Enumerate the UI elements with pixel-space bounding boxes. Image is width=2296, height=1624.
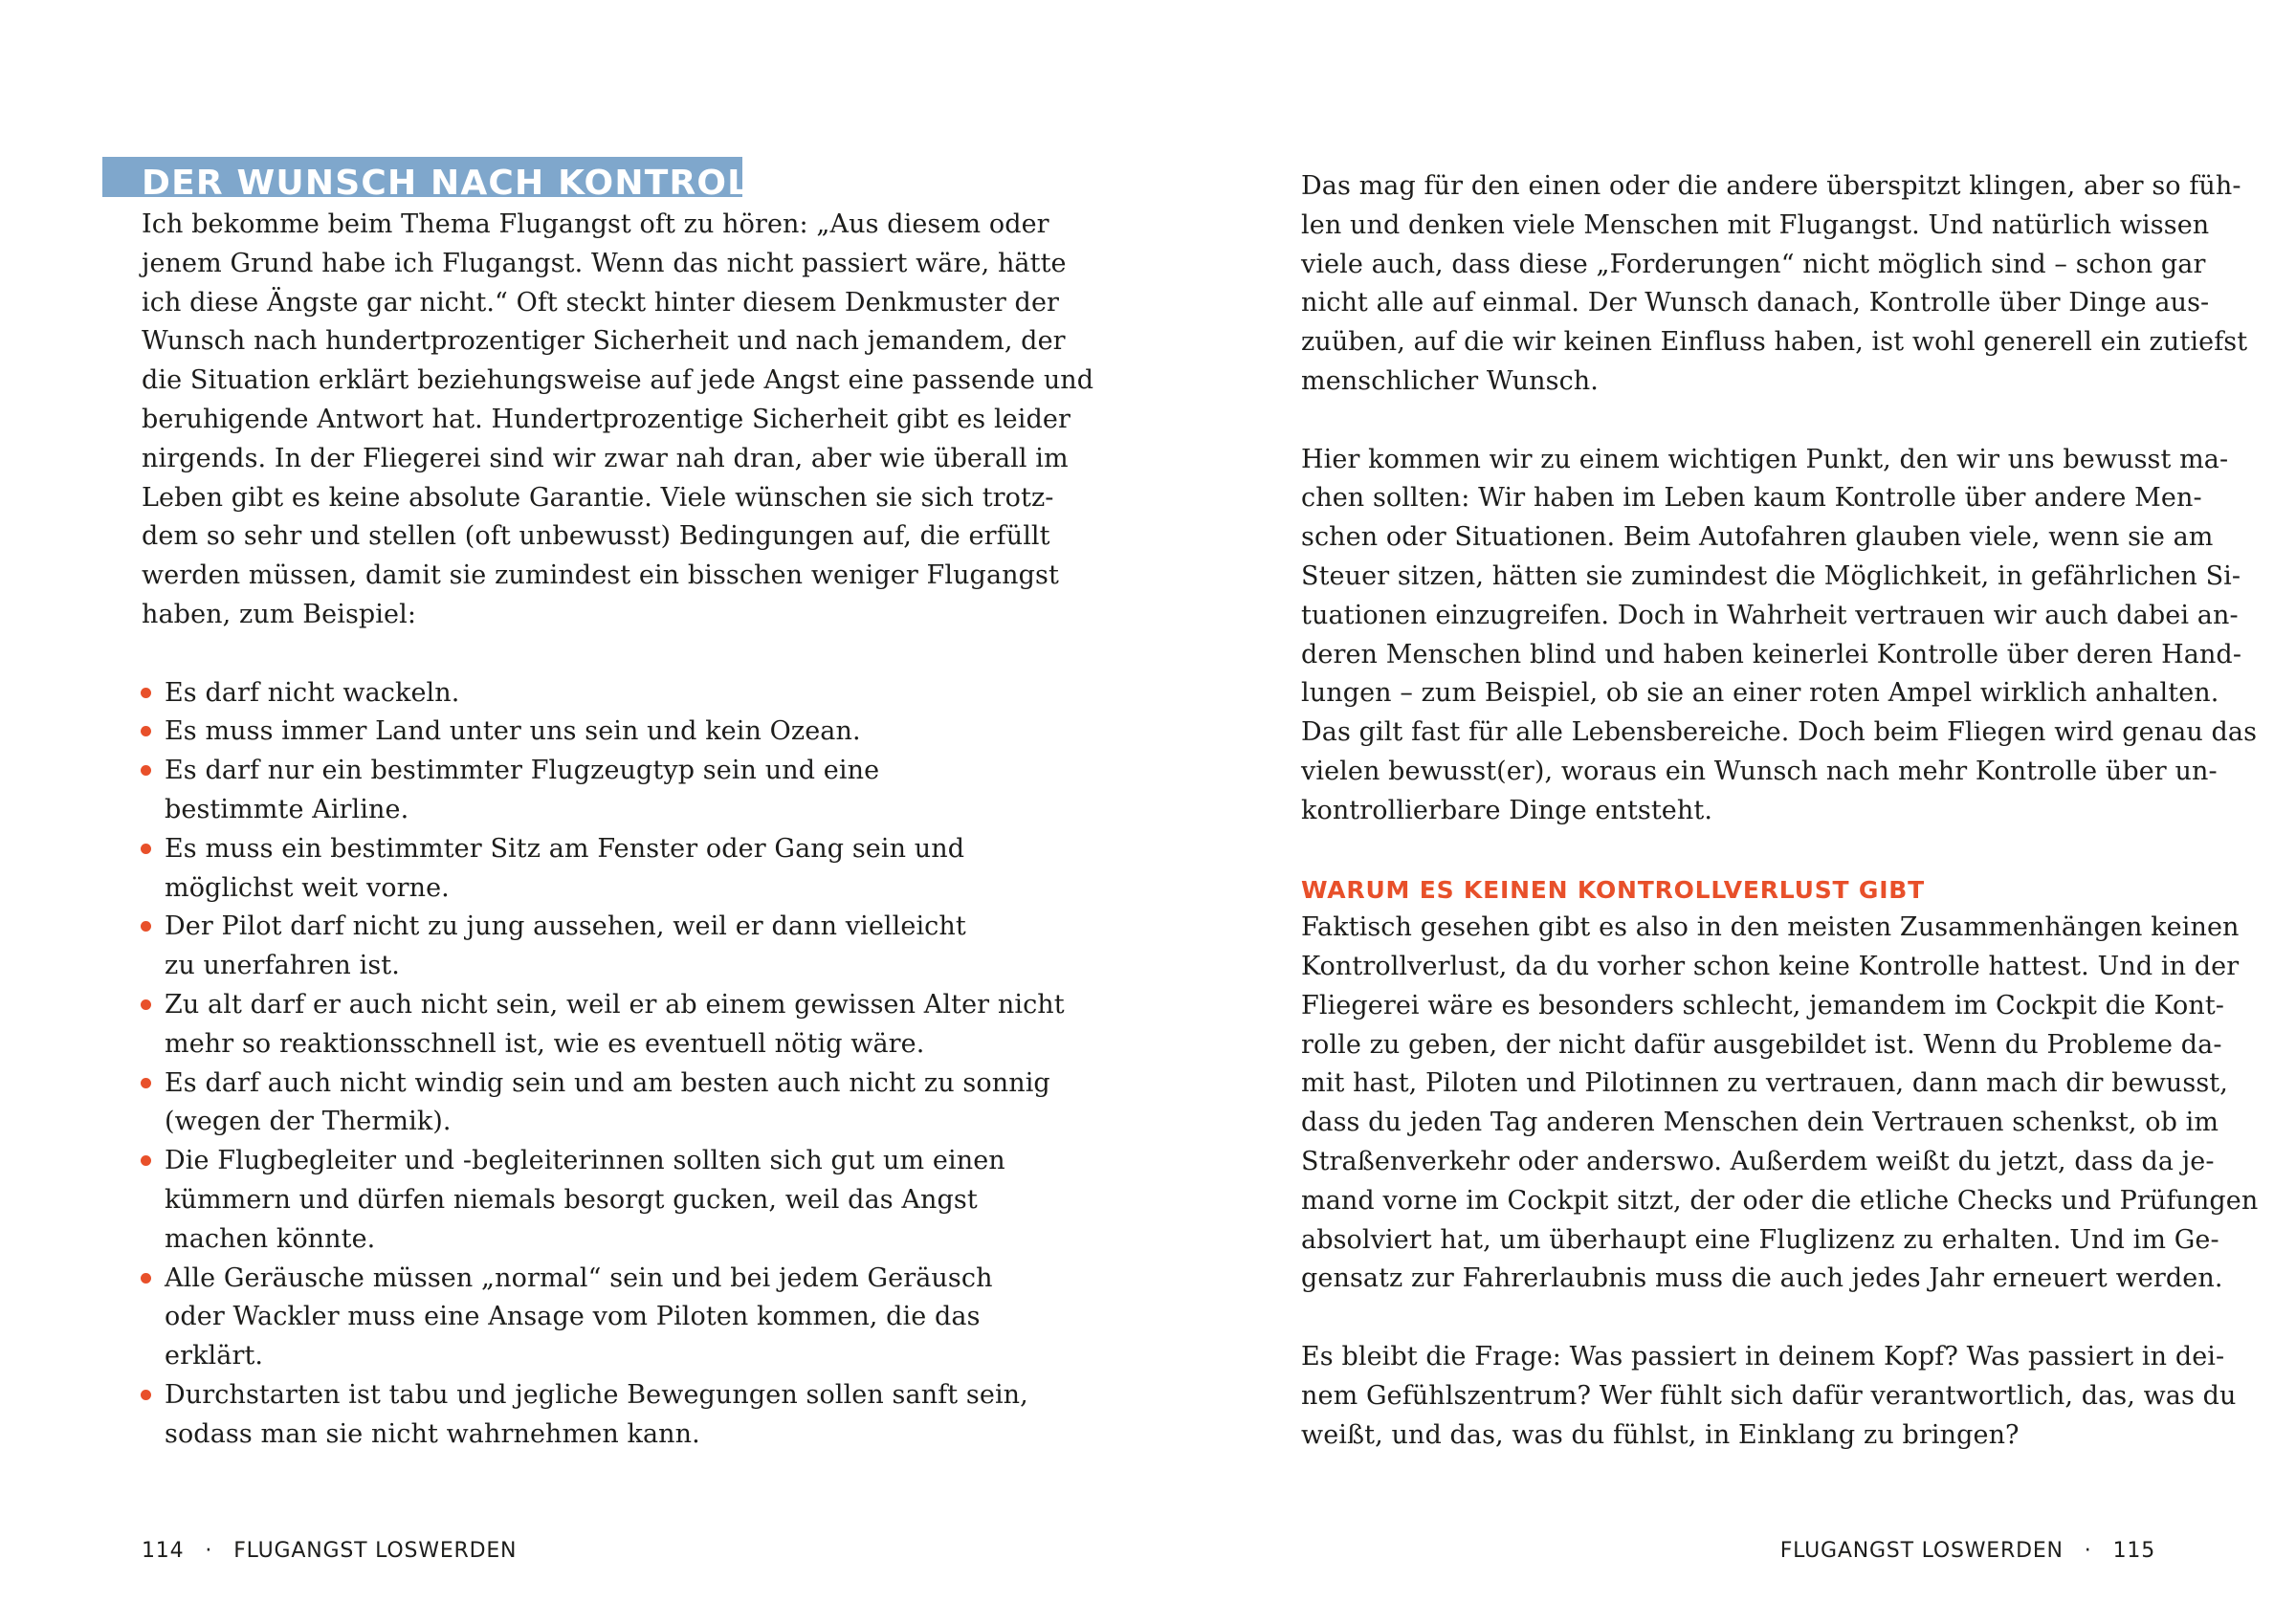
list-item-line: mehr so reaktionsschnell ist, wie es eventuell nötig wäre. xyxy=(165,1028,925,1059)
list-item xyxy=(165,1376,1031,1455)
text-line: weißt, und das, was du fühlst, in Einklang zu bringen? xyxy=(1301,1419,2020,1450)
text-line: Kontrollverlust, da du vorher schon keine Kontrolle hattest. Und in der xyxy=(1301,951,2240,981)
paragraph-4 xyxy=(1301,1338,2237,1455)
paragraph-gap xyxy=(142,635,1031,674)
bullet-icon xyxy=(141,688,151,698)
list-item-line: erklärt. xyxy=(165,1341,264,1372)
text-line: Wunsch nach hundertprozentiger Sicherheit und nach jemandem, der xyxy=(142,326,1066,357)
list-item-line: bestimmte Airline. xyxy=(165,794,409,824)
text-line: viele auch, dass diese „Forderungen“ nicht möglich sind – schon gar xyxy=(1301,249,2206,279)
text-line: nicht alle auf einmal. Der Wunsch danach, Kontrolle über Dinge aus- xyxy=(1301,288,2210,318)
text-line: Hier kommen wir zu einem wichtigen Punkt, den wir uns bewusst ma- xyxy=(1301,444,2229,474)
list-item-line: Es darf auch nicht windig sein und am besten auch nicht zu sonnig xyxy=(165,1067,1050,1098)
list-item-line: möglichst weit vorne. xyxy=(165,872,450,903)
list-item-line: oder Wackler muss eine Ansage vom Piloten kommen, die das xyxy=(165,1302,981,1332)
text-line: Das gilt fast für alle Lebensbereiche. Doch beim Fliegen wird genau das xyxy=(1301,717,2258,748)
text-line: Steuer sitzen, hätten sie zumindest die Möglichkeit, in gefährlichen Si- xyxy=(1301,560,2241,591)
text-line: chen sollten: Wir haben im Leben kaum Kontrolle über andere Men- xyxy=(1301,483,2202,514)
text-line: Es bleibt die Frage: Was passiert in deinem Kopf? Was passiert in dei- xyxy=(1301,1341,2225,1372)
text-line: nem Gefühlszentrum? Wer fühlt sich dafür verantwortlich, das, was du xyxy=(1301,1380,2237,1411)
bullet-icon xyxy=(141,1390,151,1400)
list-item xyxy=(165,1260,1031,1376)
text-line: menschlicher Wunsch. xyxy=(1301,365,1599,396)
list-item xyxy=(165,1064,1050,1143)
intro-paragraph xyxy=(142,206,1094,635)
paragraph-gap xyxy=(1301,831,2191,870)
footer-left xyxy=(142,1538,517,1565)
list-item xyxy=(165,752,1031,830)
list-item xyxy=(165,674,1031,713)
text-line: beruhigende Antwort hat. Hundertprozentige Sicherheit gibt es leider xyxy=(142,404,1071,434)
list-item xyxy=(165,986,1065,1064)
section-heading: DER WUNSCH NACH KONTROLLE xyxy=(142,164,799,203)
text-line: mand vorne im Cockpit sitzt, der oder die etliche Checks und Prüfungen xyxy=(1301,1185,2259,1216)
bullet-icon xyxy=(141,844,151,854)
running-title: FLUGANGST LOSWERDEN xyxy=(1779,1539,2064,1563)
text-line: len und denken viele Menschen mit Flugangst. Und natürlich wissen xyxy=(1301,209,2210,240)
running-title: FLUGANGST LOSWERDEN xyxy=(233,1539,518,1563)
subheading: WARUM ES KEINEN KONTROLLVERLUST GIBT xyxy=(1301,876,1926,905)
footer-separator: · xyxy=(205,1539,213,1563)
paragraph-gap xyxy=(1301,1299,2191,1338)
list-item-line: sodass man sie nicht wahrnehmen kann. xyxy=(165,1418,700,1449)
text-line: kontrollierbare Dinge entsteht. xyxy=(1301,795,1712,825)
list-item-line: Durchstarten ist tabu und jegliche Bewegungen sollen sanft sein, xyxy=(165,1379,1028,1410)
list-item xyxy=(165,830,1031,909)
bullet-icon xyxy=(141,921,151,932)
list-item-line: Es darf nicht wackeln. xyxy=(165,677,460,708)
text-line: dem so sehr und stellen (oft unbewusst) Bedingungen auf, die erfüllt xyxy=(142,521,1050,552)
list-item-line: kümmern und dürfen niemals besorgt gucken, weil das Angst xyxy=(165,1184,978,1215)
text-line: die Situation erklärt beziehungsweise auf jede Angst eine passende und xyxy=(142,365,1094,396)
paragraph-3 xyxy=(1301,909,2259,1299)
text-line: absolviert hat, um überhaupt eine Fluglizenz zu erhalten. Und im Ge- xyxy=(1301,1224,2219,1255)
list-item-line: zu unerfahren ist. xyxy=(165,951,400,981)
bullet-icon xyxy=(141,1155,151,1166)
text-line: Fliegerei wäre es besonders schlecht, jemandem im Cockpit die Kont- xyxy=(1301,990,2225,1020)
footer-right xyxy=(1780,1538,2155,1565)
text-line: Ich bekomme beim Thema Flugangst oft zu hören: „Aus diesem oder xyxy=(142,209,1049,239)
bullet-icon xyxy=(141,1078,151,1088)
text-line: ich diese Ängste gar nicht.“ Oft steckt hinter diesem Denkmuster der xyxy=(142,287,1060,318)
right-page xyxy=(1148,0,2296,1624)
text-line: Straßenverkehr oder anderswo. Außerdem weißt du jetzt, dass da je- xyxy=(1301,1146,2215,1176)
text-line: nirgends. In der Fliegerei sind wir zwar nah dran, aber wie überall im xyxy=(142,443,1069,473)
text-line: Faktisch gesehen gibt es also in den meisten Zusammenhängen keinen xyxy=(1301,912,2240,943)
list-item xyxy=(165,1142,1031,1259)
list-item-line: Alle Geräusche müssen „normal“ sein und bei jedem Geräusch xyxy=(165,1262,993,1293)
text-line: jenem Grund habe ich Flugangst. Wenn das nicht passiert wäre, hätte xyxy=(142,248,1067,278)
bullet-icon xyxy=(141,765,151,776)
text-line: deren Menschen blind und haben keinerlei Kontrolle über deren Hand- xyxy=(1301,639,2242,669)
list-item-line: Der Pilot darf nicht zu jung aussehen, weil er dann vielleicht xyxy=(165,911,966,942)
text-line: haben, zum Beispiel: xyxy=(142,599,417,629)
text-line: gensatz zur Fahrerlaubnis muss die auch jedes Jahr erneuert werden. xyxy=(1301,1263,2223,1294)
list-item-line: Es muss ein bestimmter Sitz am Fenster oder Gang sein und xyxy=(165,833,965,864)
page-number: 115 xyxy=(2112,1539,2155,1563)
list-item xyxy=(165,908,1031,986)
list-item-line: Zu alt darf er auch nicht sein, weil er ab einem gewissen Alter nicht xyxy=(165,989,1065,1020)
footer-separator: · xyxy=(2084,1539,2092,1563)
text-line: tuationen einzugreifen. Doch in Wahrheit vertrauen wir auch dabei an- xyxy=(1301,600,2239,630)
list-item xyxy=(165,713,1031,752)
paragraph-gap xyxy=(1301,402,2191,441)
text-line: vielen bewusst(er), woraus ein Wunsch nach mehr Kontrolle über un- xyxy=(1301,756,2218,786)
list-item-line: Es darf nur ein bestimmter Flugzeugtyp sein und eine xyxy=(165,756,880,786)
text-line: lungen – zum Beispiel, ob sie an einer roten Ampel wirklich anhalten. xyxy=(1301,678,2219,709)
paragraph-2 xyxy=(1301,441,2258,831)
page-number: 114 xyxy=(142,1539,185,1563)
text-line: schen oder Situationen. Beim Autofahren glauben viele, wenn sie am xyxy=(1301,522,2214,553)
list-item-line: Es muss immer Land unter uns sein und kein Ozean. xyxy=(165,716,861,747)
text-line: mit hast, Piloten und Pilotinnen zu vertrauen, dann mach dir bewusst, xyxy=(1301,1068,2228,1099)
left-column xyxy=(142,206,1094,1455)
bullet-icon xyxy=(141,1273,151,1284)
right-column xyxy=(1301,167,2259,1455)
list-item-line: (wegen der Thermik). xyxy=(165,1107,452,1137)
paragraph-1 xyxy=(1301,167,2248,402)
text-line: Das mag für den einen oder die andere überspitzt klingen, aber so füh- xyxy=(1301,171,2241,201)
text-line: werden müssen, damit sie zumindest ein bisschen weniger Flugangst xyxy=(142,560,1059,591)
text-line: zuüben, auf die wir keinen Einfluss haben, ist wohl generell ein zutiefst xyxy=(1301,327,2248,358)
list-item-line: machen könnte. xyxy=(165,1223,376,1254)
text-line: rolle zu geben, der nicht dafür ausgebildet ist. Wenn du Probleme da- xyxy=(1301,1029,2222,1060)
bullet-icon xyxy=(141,999,151,1010)
text-line: dass du jeden Tag anderen Menschen dein Vertrauen schenkst, ob im xyxy=(1301,1108,2219,1138)
condition-list xyxy=(142,674,1065,1455)
text-line: Leben gibt es keine absolute Garantie. Viele wünschen sie sich trotz- xyxy=(142,482,1054,513)
bullet-icon xyxy=(141,726,151,736)
list-item-line: Die Flugbegleiter und -begleiterinnen sollten sich gut um einen xyxy=(165,1146,1005,1176)
